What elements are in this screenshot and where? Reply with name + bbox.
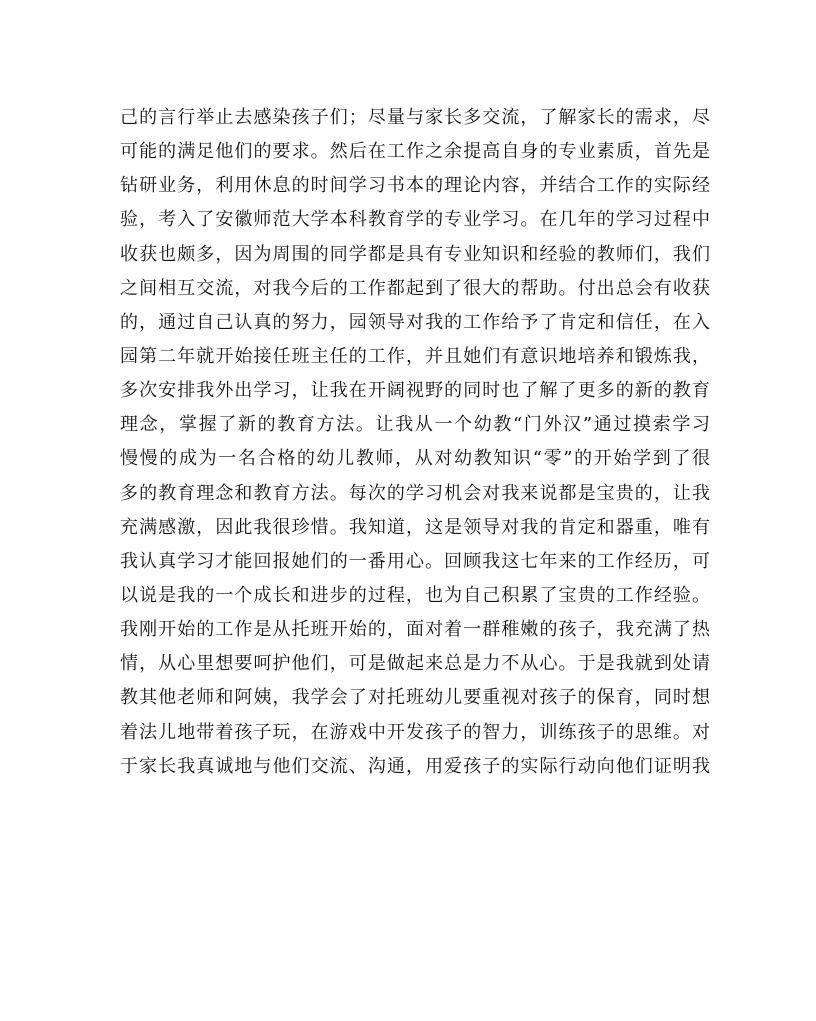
text-line: 充满感激，因此我很珍惜。我知道，这是领导对我的肯定和器重，唯有	[120, 516, 710, 538]
text-line: 己的言行举止去感染孩子们；尽量与家长多交流，了解家长的需求，尽	[120, 107, 710, 128]
text-line: 之间相互交流，对我今后的工作都起到了很大的帮助。付出总会有收获	[120, 277, 710, 299]
text-line: 以说是我的一个成长和进步的过程，也为自己积累了宝贵的工作经验。	[120, 584, 710, 606]
text-line: 多的教育理念和教育方法。每次的学习机会对我来说都是宝贵的，让我	[120, 482, 710, 504]
text-line: 收获也颇多，因为周围的同学都是具有专业知识和经验的教师们，我们	[120, 243, 710, 265]
text-line: 多次安排我外出学习，让我在开阔视野的同时也了解了更多的新的教育	[120, 380, 710, 402]
text-line: 的，通过自己认真的努力，园领导对我的工作给予了肯定和信任，在入	[120, 311, 710, 333]
text-line: 着法儿地带着孩子玩，在游戏中开发孩子的智力，训练孩子的思维。对	[120, 721, 710, 743]
text-line: 园第二年就开始接任班主任的工作，并且她们有意识地培养和锻炼我，	[120, 345, 710, 367]
text-line: 教其他老师和阿姨，我学会了对托班幼儿要重视对孩子的保育，同时想	[120, 687, 710, 709]
text-line: 我刚开始的工作是从托班开始的，面对着一群稚嫩的孩子，我充满了热	[120, 619, 710, 641]
text-line: 慢慢的成为一名合格的幼儿教师，从对幼教知识“零”的开始学到了很	[120, 448, 710, 470]
text-line: 可能的满足他们的要求。然后在工作之余提高自身的专业素质，首先是	[120, 141, 710, 163]
text-line: 我认真学习才能回报她们的一番用心。回顾我这七年来的工作经历，可	[120, 550, 710, 572]
text-line: 理念，掌握了新的教育方法。让我从一个幼教“门外汉”通过摸索学习	[120, 414, 710, 436]
text-line: 钻研业务，利用休息的时间学习书本的理论内容，并结合工作的实际经	[120, 175, 710, 197]
text-line: 情，从心里想要呵护他们，可是做起来总是力不从心。于是我就到处请	[120, 653, 710, 675]
body-text	[120, 101, 710, 784]
text-line: 验，考入了安徽师范大学本科教育学的专业学习。在几年的学习过程中	[120, 209, 710, 231]
text-line: 于家长我真诚地与他们交流、沟通，用爱孩子的实际行动向他们证明我	[120, 755, 710, 777]
